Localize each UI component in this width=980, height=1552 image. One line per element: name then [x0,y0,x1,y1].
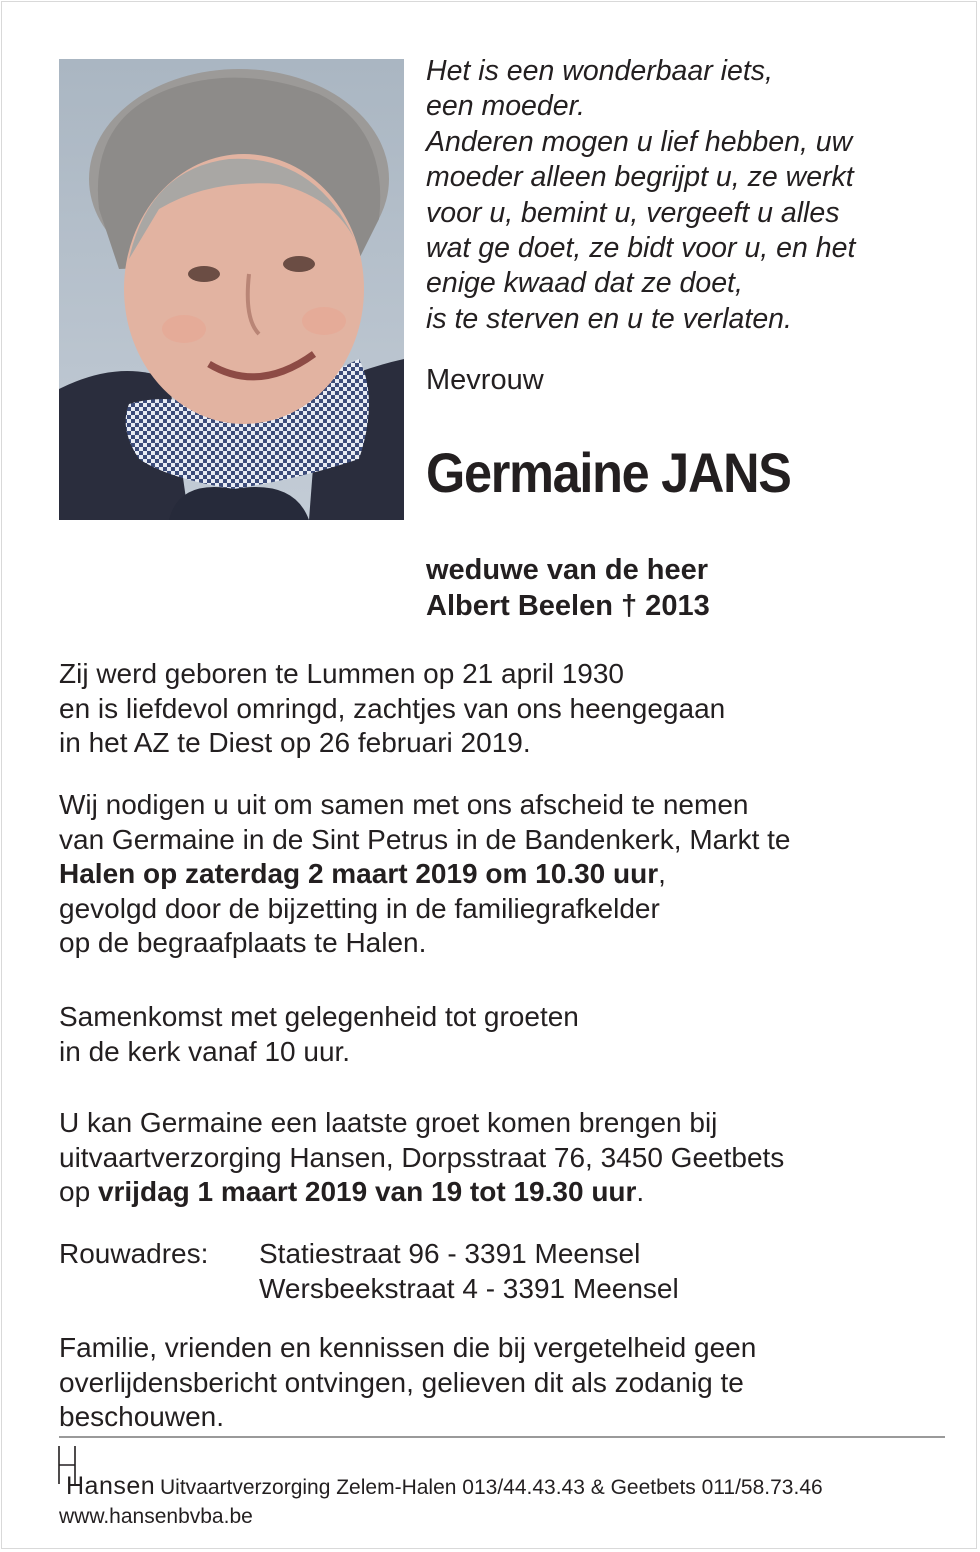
birth-paragraph [59,657,939,761]
closing-line: beschouwen. [59,1401,225,1433]
closing-line: overlijdensbericht ontvingen, gelieven dit als zodanig te [59,1366,744,1398]
address-line: Wersbeekstraat 4 - 3391 Meensel [259,1272,679,1304]
footer-brand: Hansen [66,1472,156,1500]
funeral-line: gevolgd door de bijzetting in de familiegrafkelder [59,892,660,924]
footer-divider [59,1436,945,1438]
address-label: Rouwadres: [59,1238,209,1269]
closing-line: Familie, vrienden en kennissen die bij vergetelheid geen [59,1332,757,1363]
address-line: Statiestraat 96 - 3391 Meensel [259,1238,641,1269]
birth-line: in het AZ te Diest op 26 februari 2019. [59,727,531,759]
visit-paragraph [59,1106,939,1210]
punctuation: , [658,858,666,890]
funeral-line: op de begraafplaats te Halen. [59,927,427,959]
portrait-illustration [59,59,404,520]
poem [426,54,946,337]
spouse-line: Albert Beelen † 2013 [426,590,710,622]
punctuation: . [636,1176,645,1208]
poem-line: Anderen mogen u lief hebben, uw [426,125,853,158]
funeral-paragraph [59,788,939,961]
birth-line: Zij werd geboren te Lummen op 21 april 1930 [59,658,625,689]
spouse-info [426,552,710,624]
portrait-photo [59,59,404,520]
closing-paragraph [59,1331,939,1435]
poem-line: voor u, bemint u, vergeeft u alles [426,196,840,229]
gathering-paragraph [59,1000,939,1069]
poem-line: enige kwaad dat ze doet, [426,267,743,300]
funeral-date: Halen op zaterdag 2 maart 2019 om 10.30 uur [59,858,659,890]
deceased-name: Germaine JANS [426,441,791,504]
visit-line [59,1175,939,1210]
footer-website[interactable]: www.hansenbvba.be [59,1505,253,1528]
poem-line: wat ge doet, ze bidt voor u, en het [426,232,856,265]
funeral-line: Wij nodigen u uit om samen met ons afscheid te nemen [59,789,749,820]
footer-contact: Uitvaartverzorging Zelem-Halen 013/44.43.43 & Geetbets 011/58.73.46 [160,1476,823,1499]
birth-line: en is liefdevol omringd, zachtjes van ons heengegaan [59,692,726,724]
gathering-line: Samenkomst met gelegenheid tot groeten [59,1001,579,1032]
visit-line: U kan Germaine een laatste groet komen brengen bij [59,1107,718,1138]
funeral-line: van Germaine in de Sint Petrus in de Bandenkerk, Markt te [59,823,791,855]
funeral-line [59,857,939,892]
spouse-line: weduwe van de heer [426,554,709,586]
poem-line: Het is een wonderbaar iets, [426,55,773,87]
visit-date: vrijdag 1 maart 2019 van 19 tot 19.30 uur [97,1176,637,1208]
poem-line: moeder alleen begrijpt u, ze werkt [426,161,854,194]
poem-line: een moeder. [426,90,585,123]
gathering-line: in de kerk vanaf 10 uur. [59,1035,351,1067]
address-lines [259,1237,679,1306]
title-prefix: Mevrouw [426,364,544,396]
visit-prefix: op [59,1176,98,1208]
poem-line: is te sterven en u te verlaten. [426,302,792,335]
visit-line: uitvaartverzorging Hansen, Dorpsstraat 76, 3450 Geetbets [59,1141,785,1173]
